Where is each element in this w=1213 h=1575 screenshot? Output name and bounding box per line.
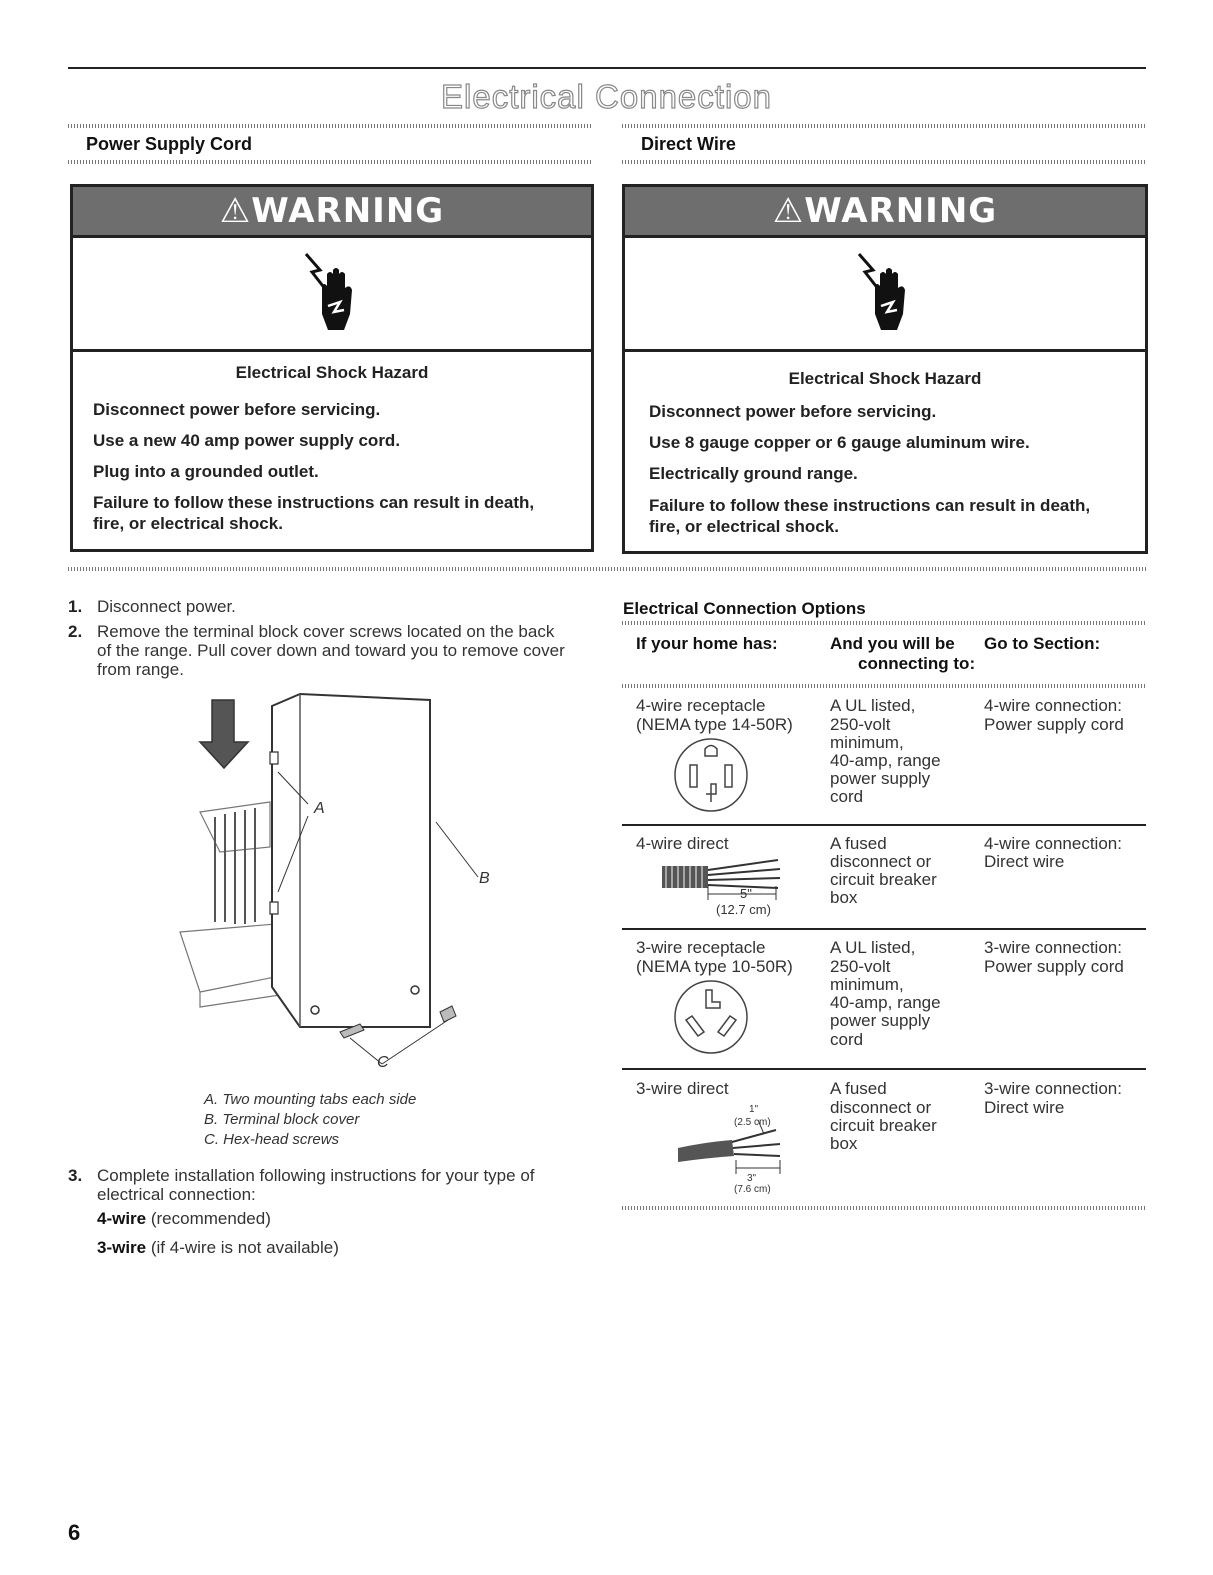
row-divider: [622, 824, 1146, 826]
table-cell: box: [830, 1134, 858, 1153]
nema-10-50r-receptacle-icon: [672, 978, 750, 1056]
warning-line: Plug into a grounded outlet.: [93, 462, 319, 481]
table-cell: disconnect or: [830, 852, 932, 871]
options-title: Electrical Connection Options: [623, 599, 866, 618]
table-cell: A UL listed,: [830, 938, 916, 957]
table-cell: A UL listed,: [830, 696, 916, 715]
step-text: of the range. Pull cover down and toward you to remove cover: [97, 641, 565, 660]
table-cell: cord: [830, 1030, 864, 1049]
warning-line: Disconnect power before servicing.: [93, 400, 381, 419]
table-cell: A fused: [830, 834, 887, 853]
table-cell: 4-wire receptacle: [636, 696, 766, 715]
dimension-label: 3": [747, 1173, 757, 1184]
page-title: Electrical Connection: [441, 78, 772, 115]
figure-label-a: A: [314, 800, 325, 817]
warning-line: fire, or electrical shock.: [649, 517, 839, 536]
table-cell: 4-wire connection:: [984, 696, 1122, 715]
table-bottom-rule: [622, 1206, 1146, 1210]
step-text: Remove the terminal block cover screws located on the back: [97, 622, 555, 641]
table-cell: minimum,: [830, 733, 904, 752]
warning-label: ⚠WARNING: [219, 191, 445, 231]
top-rule: [68, 67, 1146, 69]
table-cell: 3-wire connection:: [984, 1079, 1122, 1098]
step-number: 3.: [68, 1166, 83, 1185]
three-wire-option: [97, 1238, 339, 1257]
warning-line: Electrically ground range.: [649, 464, 858, 483]
table-cell: A fused: [830, 1079, 887, 1098]
figure-label-b: B: [479, 870, 490, 887]
table-cell: disconnect or: [830, 1098, 932, 1117]
warning-line: fire, or electrical shock.: [93, 514, 283, 533]
table-cell: Power supply cord: [984, 957, 1124, 976]
step-text: from range.: [97, 660, 184, 679]
left-subhead-rule-bottom: [68, 160, 592, 164]
table-cell: circuit breaker: [830, 870, 937, 889]
table-cell: 4-wire direct: [636, 834, 729, 853]
table-cell: Direct wire: [984, 1098, 1065, 1117]
table-cell: 3-wire direct: [636, 1079, 729, 1098]
figure-caption: B. Terminal block cover: [204, 1111, 360, 1128]
warning-box-right: [622, 184, 1148, 554]
dimension-label: (2.5 cm): [734, 1117, 771, 1128]
table-cell: 40-amp, range: [830, 993, 941, 1012]
table-cell: 3-wire receptacle: [636, 938, 766, 957]
table-cell: minimum,: [830, 975, 904, 994]
table-cell: Direct wire: [984, 852, 1065, 871]
right-subhead-rule-bottom: [622, 160, 1146, 164]
warning-banner: [625, 187, 1145, 238]
table-cell: 250-volt: [830, 957, 891, 976]
table-cell: circuit breaker: [830, 1116, 937, 1135]
hazard-title: Electrical Shock Hazard: [235, 363, 429, 382]
dimension-label: (7.6 cm): [734, 1184, 771, 1195]
column-header-home: If your home has:: [636, 634, 778, 653]
warning-icon-area: [73, 238, 591, 352]
right-subhead-rule-top: [622, 124, 1146, 128]
page-number: 6: [68, 1520, 81, 1545]
column-header-connect: And you will be: [830, 634, 955, 653]
four-wire-option: [97, 1209, 271, 1228]
left-subhead: Power Supply Cord: [86, 134, 253, 154]
four-wire-cable-icon: [660, 856, 784, 906]
figure-caption: A. Two mounting tabs each side: [204, 1091, 417, 1108]
step-number: 1.: [68, 597, 83, 616]
electric-shock-hand-icon: [857, 252, 913, 336]
right-subhead: Direct Wire: [641, 134, 736, 154]
table-cell: box: [830, 888, 858, 907]
three-wire-label: 3-wire: [97, 1238, 147, 1257]
table-cell: power supply: [830, 769, 931, 788]
step-number: 2.: [68, 622, 83, 641]
warning-line: Disconnect power before servicing.: [649, 402, 937, 421]
table-cell: power supply: [830, 1011, 931, 1030]
table-cell: 40-amp, range: [830, 751, 941, 770]
figure-caption: C. Hex-head screws: [204, 1131, 340, 1148]
figure-label-c: C: [377, 1054, 389, 1071]
table-cell: 250-volt: [830, 715, 891, 734]
dimension-label: (12.7 cm): [716, 902, 771, 917]
step-text: electrical connection:: [97, 1185, 256, 1204]
hazard-title: Electrical Shock Hazard: [788, 369, 982, 388]
warning-box-left: [70, 184, 594, 552]
table-cell: cord: [830, 787, 864, 806]
dimension-label: 1": [749, 1104, 759, 1115]
row-divider: [622, 1068, 1146, 1070]
table-cell: (NEMA type 10-50R): [636, 957, 793, 976]
table-cell: Power supply cord: [984, 715, 1124, 734]
row-divider: [622, 928, 1146, 930]
table-cell: 3-wire connection:: [984, 938, 1122, 957]
left-subhead-rule-top: [68, 124, 592, 128]
warning-line: Failure to follow these instructions can result in death,: [93, 493, 535, 512]
nema-14-50r-receptacle-icon: [672, 736, 750, 814]
four-wire-label: 4-wire: [97, 1209, 147, 1228]
electric-shock-hand-icon: [304, 252, 360, 336]
table-cell: (NEMA type 14-50R): [636, 715, 793, 734]
table-cell: 4-wire connection:: [984, 834, 1122, 853]
warning-line: Failure to follow these instructions can result in death,: [649, 496, 1091, 515]
three-wire-note: (if 4-wire is not available): [146, 1238, 339, 1257]
warning-icon-area: [625, 238, 1145, 352]
step-text: Complete installation following instructions for your type of: [97, 1166, 535, 1185]
options-header-rule: [622, 621, 1146, 625]
warning-line: Use 8 gauge copper or 6 gauge aluminum wire.: [649, 433, 1030, 452]
warning-line: Use a new 40 amp power supply cord.: [93, 431, 401, 450]
warning-label: ⚠WARNING: [772, 191, 998, 231]
step-text: Disconnect power.: [97, 597, 236, 616]
options-header-rule: [622, 684, 1146, 688]
four-wire-note: (recommended): [146, 1209, 271, 1228]
section-divider: [68, 567, 1146, 571]
warning-banner: [73, 187, 591, 238]
terminal-block-cover-figure: [160, 672, 500, 1072]
column-header-connect: connecting to:: [858, 654, 976, 673]
column-header-section: Go to Section:: [984, 634, 1101, 653]
dimension-label: 5": [740, 886, 752, 901]
